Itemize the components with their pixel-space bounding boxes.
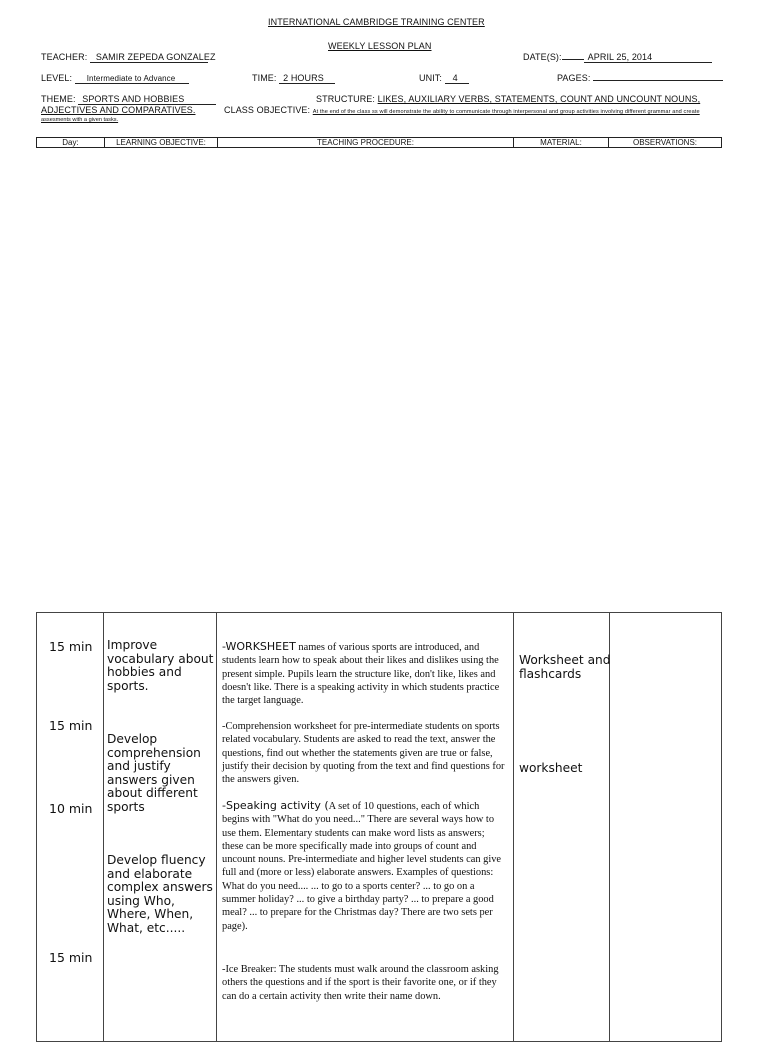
col-learning-objective: LEARNING OBJECTIVE:: [105, 138, 218, 148]
objective-cell: Develop fluency and elaborate complex answers using Who, Where, When, What, etc.....: [107, 853, 213, 935]
unit-field: [419, 73, 469, 84]
procedure-speaking: [222, 799, 507, 933]
theme-value: SPORTS AND HOBBIES: [78, 94, 216, 105]
procedure-text: names of various sports are introduced, and students learn how to speak about their likes and dislikes using the present simple. Pupils learn the structure like, don't like, likes and doesn't like. There is a speaking activity in which students practice the target language.: [222, 642, 500, 707]
pages-field: [557, 73, 723, 83]
col-observations: OBSERVATIONS:: [609, 138, 722, 148]
level-label: LEVEL:: [41, 73, 73, 83]
teacher-field: [41, 52, 216, 63]
teacher-label: TEACHER:: [41, 52, 88, 62]
structure-field: [316, 94, 700, 104]
time-cell: 15 min: [49, 950, 93, 965]
procedure-lead: -Speaking activity (: [222, 799, 329, 812]
pages-label: PAGES:: [557, 73, 591, 83]
lesson-table: [36, 612, 722, 1042]
institution-title: INTERNATIONAL CAMBRIDGE TRAINING CENTER: [268, 17, 485, 27]
procedure-worksheet: [222, 640, 507, 707]
class-objective-field: [224, 105, 700, 115]
teacher-value: SAMIR ZEPEDA GONZALEZ: [90, 52, 208, 63]
procedure-examples: What do you need.... ... to go to a sports center? ... to go on a summer holiday? ... to give a birthday party? ... to prepare a good meal? ... to prepare for the Christmas day? There are two sets per page).: [222, 880, 494, 932]
procedure-text: A set of 10 questions, each of which begins with "What do you need..." There are several ways how to use them. Elementary students can make word lists as answers; these can be more specifically made into groups of count and uncount nouns. Pre-intermediate and higher level students can give full and (more or less) elaborate answers. Examples of questions:: [222, 801, 502, 879]
plan-title: WEEKLY LESSON PLAN: [328, 41, 432, 51]
time-cell: 10 min: [49, 801, 93, 816]
class-objective-value: At the end of the class ss will demonstrate the ability to communicate through interpersonal and group activities involving different grammar and create: [312, 109, 700, 115]
structure-label: STRUCTURE:: [316, 94, 375, 104]
class-objective-continued: assesments with a given tasks.: [41, 117, 119, 123]
column-divider: [216, 613, 217, 1041]
column-header-row: [36, 137, 722, 148]
column-divider: [513, 613, 514, 1041]
objective-cell: Develop comprehension and justify answers given about different sports: [107, 732, 201, 814]
material-cell: worksheet: [519, 761, 583, 775]
objective-cell: Improve vocabulary about hobbies and sports.: [107, 638, 214, 693]
procedure-lead: -WORKSHEET: [222, 640, 296, 653]
procedure-comprehension: -Comprehension worksheet for pre-intermediate students on sports related vocabulary. Students are asked to read the text, answer the questions, find out whether the statements given are true or false, justify their decision by quoting from the text and find questions for the answers given.: [222, 721, 505, 786]
dates-field: [523, 52, 712, 63]
structure-continued: ADJECTIVES AND COMPARATIVES.: [41, 105, 196, 115]
column-divider: [103, 613, 104, 1041]
pages-value: [593, 80, 723, 81]
unit-label: UNIT:: [419, 73, 442, 83]
time-label: TIME:: [252, 73, 277, 83]
col-day: Day:: [37, 138, 105, 148]
procedure-ice-breaker: -Ice Breaker: The students must walk around the classroom asking others the questions and if the sport is their favorite one, or if they can do a certain activity then write their name down.: [222, 964, 499, 1002]
col-teaching-procedure: TEACHING PROCEDURE:: [218, 138, 514, 148]
time-value: 2 HOURS: [279, 73, 335, 84]
level-field: [41, 73, 189, 84]
material-cell: Worksheet and flashcards: [519, 653, 611, 681]
dates-value: APRIL 25, 2014: [584, 52, 712, 63]
dates-label: DATE(S):: [523, 52, 562, 62]
unit-value: 4: [445, 73, 469, 84]
theme-field: [41, 94, 216, 105]
time-cell: 15 min: [49, 639, 93, 654]
theme-label: THEME:: [41, 94, 76, 104]
time-field: [252, 73, 335, 84]
level-value: Intermediate to Advance: [75, 74, 189, 84]
class-objective-label: CLASS OBJECTIVE:: [224, 105, 311, 115]
structure-value: LIKES, AUXILIARY VERBS, STATEMENTS, COUNT AND UNCOUNT NOUNS,: [377, 94, 701, 104]
col-material: MATERIAL:: [514, 138, 609, 148]
time-cell: 15 min: [49, 718, 93, 733]
